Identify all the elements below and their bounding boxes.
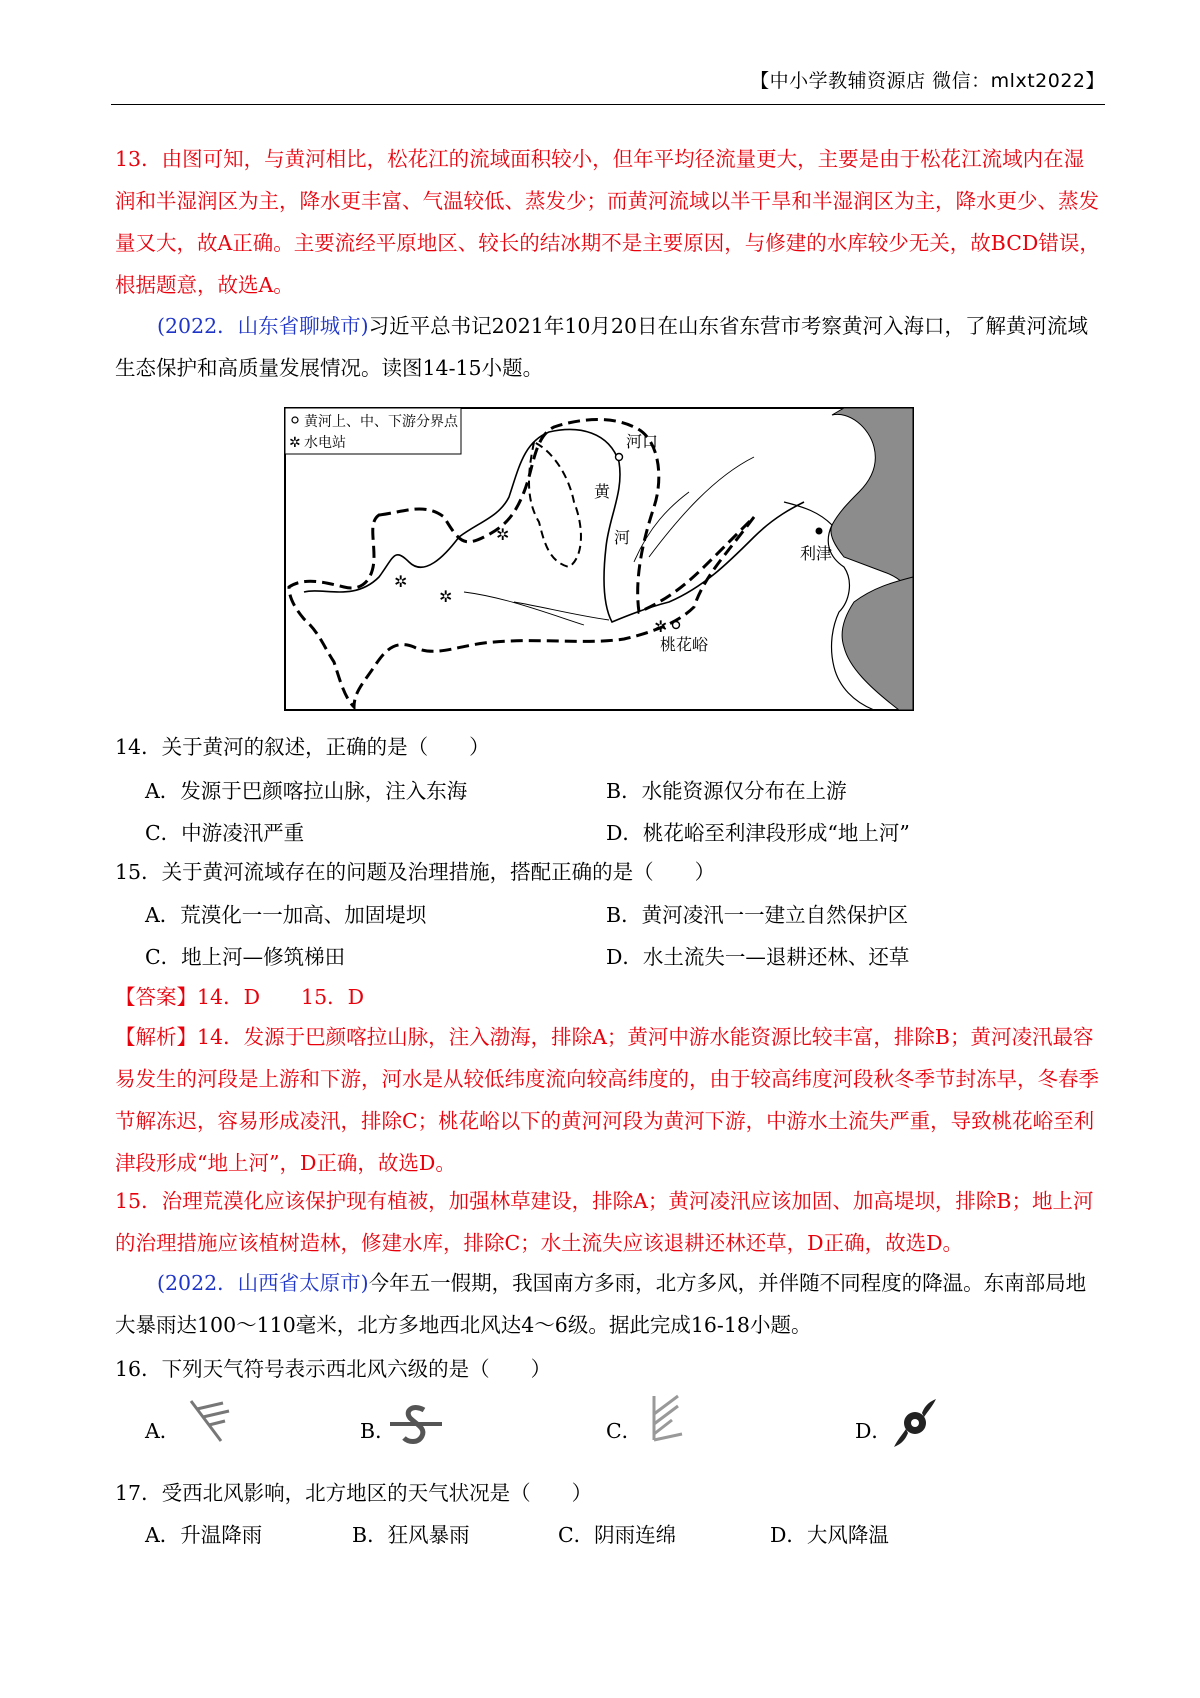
q16-option-c: C． — [606, 1419, 643, 1443]
intro-14-15-source: (2022．山东省聊城市) — [157, 314, 369, 338]
answer-text: 14．D 15．D — [197, 985, 365, 1009]
q14-option-c: C．中游凌汛严重 — [145, 821, 305, 845]
q15-option-d: D．水土流失一—退耕还林、还草 — [606, 945, 910, 969]
q13-explanation: 13．由图可知，与黄河相比，松花江的流域面积较小，但年平均径流量更大，主要是由于松花江流域内在湿润和半湿润区为主，降水更丰富、气温较低、蒸发少；而黄河流域以半干旱和半湿润区为主，降水更少、蒸发量又大，故A正确。主要流经平原地区、较长的结冰期不是主要原因，与修建的水库较少无关，故BCD错误，根据题意，故选A。 — [115, 147, 1100, 297]
label-he: 河 — [614, 528, 631, 547]
q17-option-b: B．狂风暴雨 — [352, 1523, 470, 1547]
analysis-14-text: 14．发源于巴颜喀拉山脉，注入渤海，排除A；黄河中游水能资源比较丰富，排除B；黄河凌汛最容易发生的河段是上游和下游，河水是从较低纬度流向较高纬度的，由于较高纬度河段秋冬季节封冻早，冬春季节解冻迟，容易形成凌汛，排除C；桃花峪以下的黄河河段为黄河下游，中游水土流失严重，导致桃花峪至利津段形成“地上河”，D正确，故选D。 — [115, 1025, 1099, 1175]
hydro-station-legend-icon: ✲ — [289, 435, 301, 451]
q17-option-c: C．阴雨连绵 — [558, 1523, 677, 1547]
q14-stem: 14．关于黄河的叙述，正确的是（ ） — [115, 735, 490, 759]
analysis-14 — [115, 1016, 1100, 1184]
analysis-tag: 【解析】 — [115, 1025, 197, 1049]
division-point-taohuayu — [673, 622, 680, 629]
intro-14-15-text: 习近平总书记2021年10月20日在山东省东营市考察黄河入海口，了解黄河流域生态保护和高质量发展情况。读图14-15小题。 — [115, 314, 1089, 380]
wind-symbol-a-icon — [183, 1393, 233, 1449]
q15-option-b: B．黄河凌汛一一建立自然保护区 — [606, 903, 909, 927]
hydro-station-icon: ✲ — [439, 587, 453, 606]
q16-option-a: A． — [145, 1419, 181, 1443]
header-rule — [111, 104, 1105, 105]
q14-option-a: A．发源于巴颜喀拉山脉，注入东海 — [145, 779, 468, 803]
division-point-hekou — [616, 454, 623, 461]
q17-option-a: A．升温降雨 — [145, 1523, 263, 1547]
hydro-station-icon: ✲ — [496, 525, 510, 544]
hydro-station-icon: ✲ — [654, 617, 668, 636]
q16-option-b: B． — [360, 1419, 396, 1443]
label-hekou: 河口 — [626, 432, 659, 451]
q16-stem: 16．下列天气符号表示西北风六级的是（ ） — [115, 1357, 552, 1381]
answer-tag: 【答案】 — [115, 985, 197, 1009]
intro-16-18-source: (2022．山西省太原市) — [157, 1271, 369, 1295]
q14-option-d: D．桃花峪至利津段形成“地上河” — [606, 821, 910, 845]
label-taohuayu: 桃花峪 — [660, 635, 709, 654]
q17-option-d: D．大风降温 — [770, 1523, 889, 1547]
q14-option-b: B．水能资源仅分布在上游 — [606, 779, 847, 803]
legend-point-label: 黄河上、中、下游分界点 — [304, 414, 458, 430]
intro-16-18 — [115, 1262, 1100, 1346]
header-watermark: 【中小学教辅资源店 微信：mlxt2022】 — [750, 70, 1105, 92]
wind-symbol-c-icon — [642, 1390, 692, 1448]
hydro-station-icon: ✲ — [394, 572, 408, 591]
q16-option-d: D． — [855, 1419, 892, 1443]
yellow-river-map — [284, 407, 914, 711]
answer-line — [115, 976, 1100, 1018]
analysis-15: 15．治理荒漠化应该保护现有植被，加强林草建设，排除A；黄河凌汛应该加固、加高堤坝，排除B；地上河的治理措施应该植树造林，修建水库，排除C；水土流失应该退耕还林还草，D正确，故选D。 — [115, 1189, 1094, 1255]
q15-stem: 15．关于黄河流域存在的问题及治理措施，搭配正确的是（ ） — [115, 860, 716, 884]
q17-stem: 17．受西北风影响，北方地区的天气状况是（ ） — [115, 1481, 593, 1505]
label-lijin: 利津 — [800, 544, 833, 563]
legend-station-label: 水电站 — [304, 435, 346, 451]
q15-option-a: A．荒漠化一一加高、加固堤坝 — [145, 903, 427, 927]
label-huang: 黄 — [594, 482, 611, 501]
q15-option-c: C．地上河—修筑梯田 — [145, 945, 346, 969]
intro-14-15 — [115, 305, 1100, 389]
typhoon-symbol-icon — [892, 1397, 938, 1449]
intro-16-18-text: 今年五一假期，我国南方多雨，北方多风，并伴随不同程度的降温。东南部局地大暴雨达100～110毫米，北方多地西北风达4～6级。据此完成16-18小题。 — [115, 1271, 1087, 1337]
division-point-lijin — [816, 528, 823, 535]
wind-symbol-b-icon — [388, 1402, 444, 1448]
